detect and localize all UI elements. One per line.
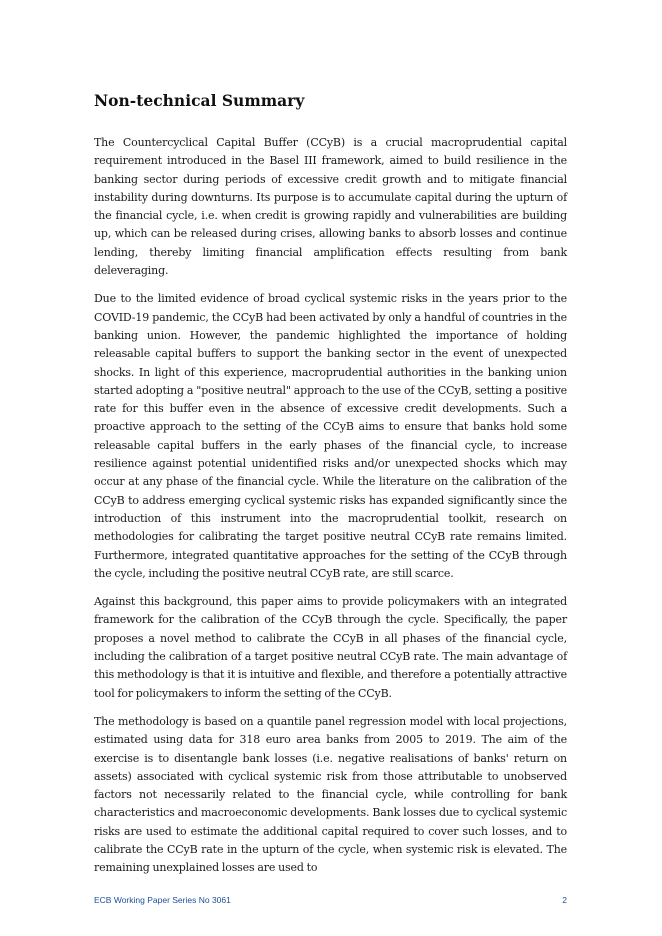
paragraph-1: The Countercyclical Capital Buffer (CCyB) is a crucial macroprudential capital requirement introduced in the Basel III framework, aimed to build resilience in the banking sector during periods of excessive credit growth and to mitigate financial instability during downturns. Its purpose is to accumulate capital during the upturn of the financial cycle, i.e. when credit is growing rapidly and vulnerabilities are building up, which can be released during crises, allowing banks to absorb losses and continue lending, thereby limiting financial amplification effects resulting from bank deleveraging. [94, 136, 567, 278]
page-footer [94, 893, 567, 907]
footer-series-title: ECB Working Paper Series No 3061 [94, 895, 231, 905]
paragraph-3: Against this background, this paper aims to provide policymakers with an integrated framework for the calibration of the CCyB through the cycle. Specifically, the paper proposes a novel method to calibrate the CCyB in all phases of the financial cycle, including the calibration of a target positive neutral CCyB rate. The main advantage of this methodology is that it is intuitive and flexible, and therefore a potentially attractive tool for policymakers to inform the setting of the CCyB. [94, 595, 567, 700]
paragraph-4: The methodology is based on a quantile panel regression model with local projections, estimated using data for 318 euro area banks from 2005 to 2019. The aim of the exercise is to disentangle bank losses (i.e. negative realisations of banks' return on assets) associated with cyclical systemic risk from those attributable to unobserved factors not necessarily related to the financial cycle, while controlling for bank characteristics and macroeconomic developments. Bank losses due to cyclical systemic risks are used to estimate the additional capital required to cover such losses, and to calibrate the CCyB rate in the upturn of the cycle, when systemic risk is elevated. The remaining unexplained losses are used to [94, 714, 567, 875]
body-text [94, 134, 567, 888]
paragraph-2: Due to the limited evidence of broad cyclical systemic risks in the years prior to the COVID-19 pandemic, the CCyB had been activated by only a handful of countries in the banking union. However, the pandemic highlighted the importance of holding releasable capital buffers to support the banking sector in the event of unexpected shocks. In light of this experience, macroprudential authorities in the banking union started adopting a "positive neutral" approach to the use of the CCyB, setting a positive rate for this buffer even in the absence of excessive credit developments. Such a proactive approach to the setting of the CCyB aims to ensure that banks hold some releasable capital buffers in the early phases of the financial cycle, to increase resilience against potential unidentified risks and/or unexpected shocks which may occur at any phase of the financial cycle. While the literature on the calibration of the CCyB to address emerging cyclical systemic risks has expanded significantly since the introduction of this instrument into the macroprudential toolkit, research on methodologies for calibrating the target positive neutral CCyB rate remains limited. Furthermore, integrated quantitative approaches for the setting of the CCyB through the cycle, including the positive neutral CCyB rate, are still scarce. [94, 292, 567, 580]
footer-page-number: 2 [562, 895, 567, 905]
section-heading: Non-technical Summary [94, 91, 305, 110]
